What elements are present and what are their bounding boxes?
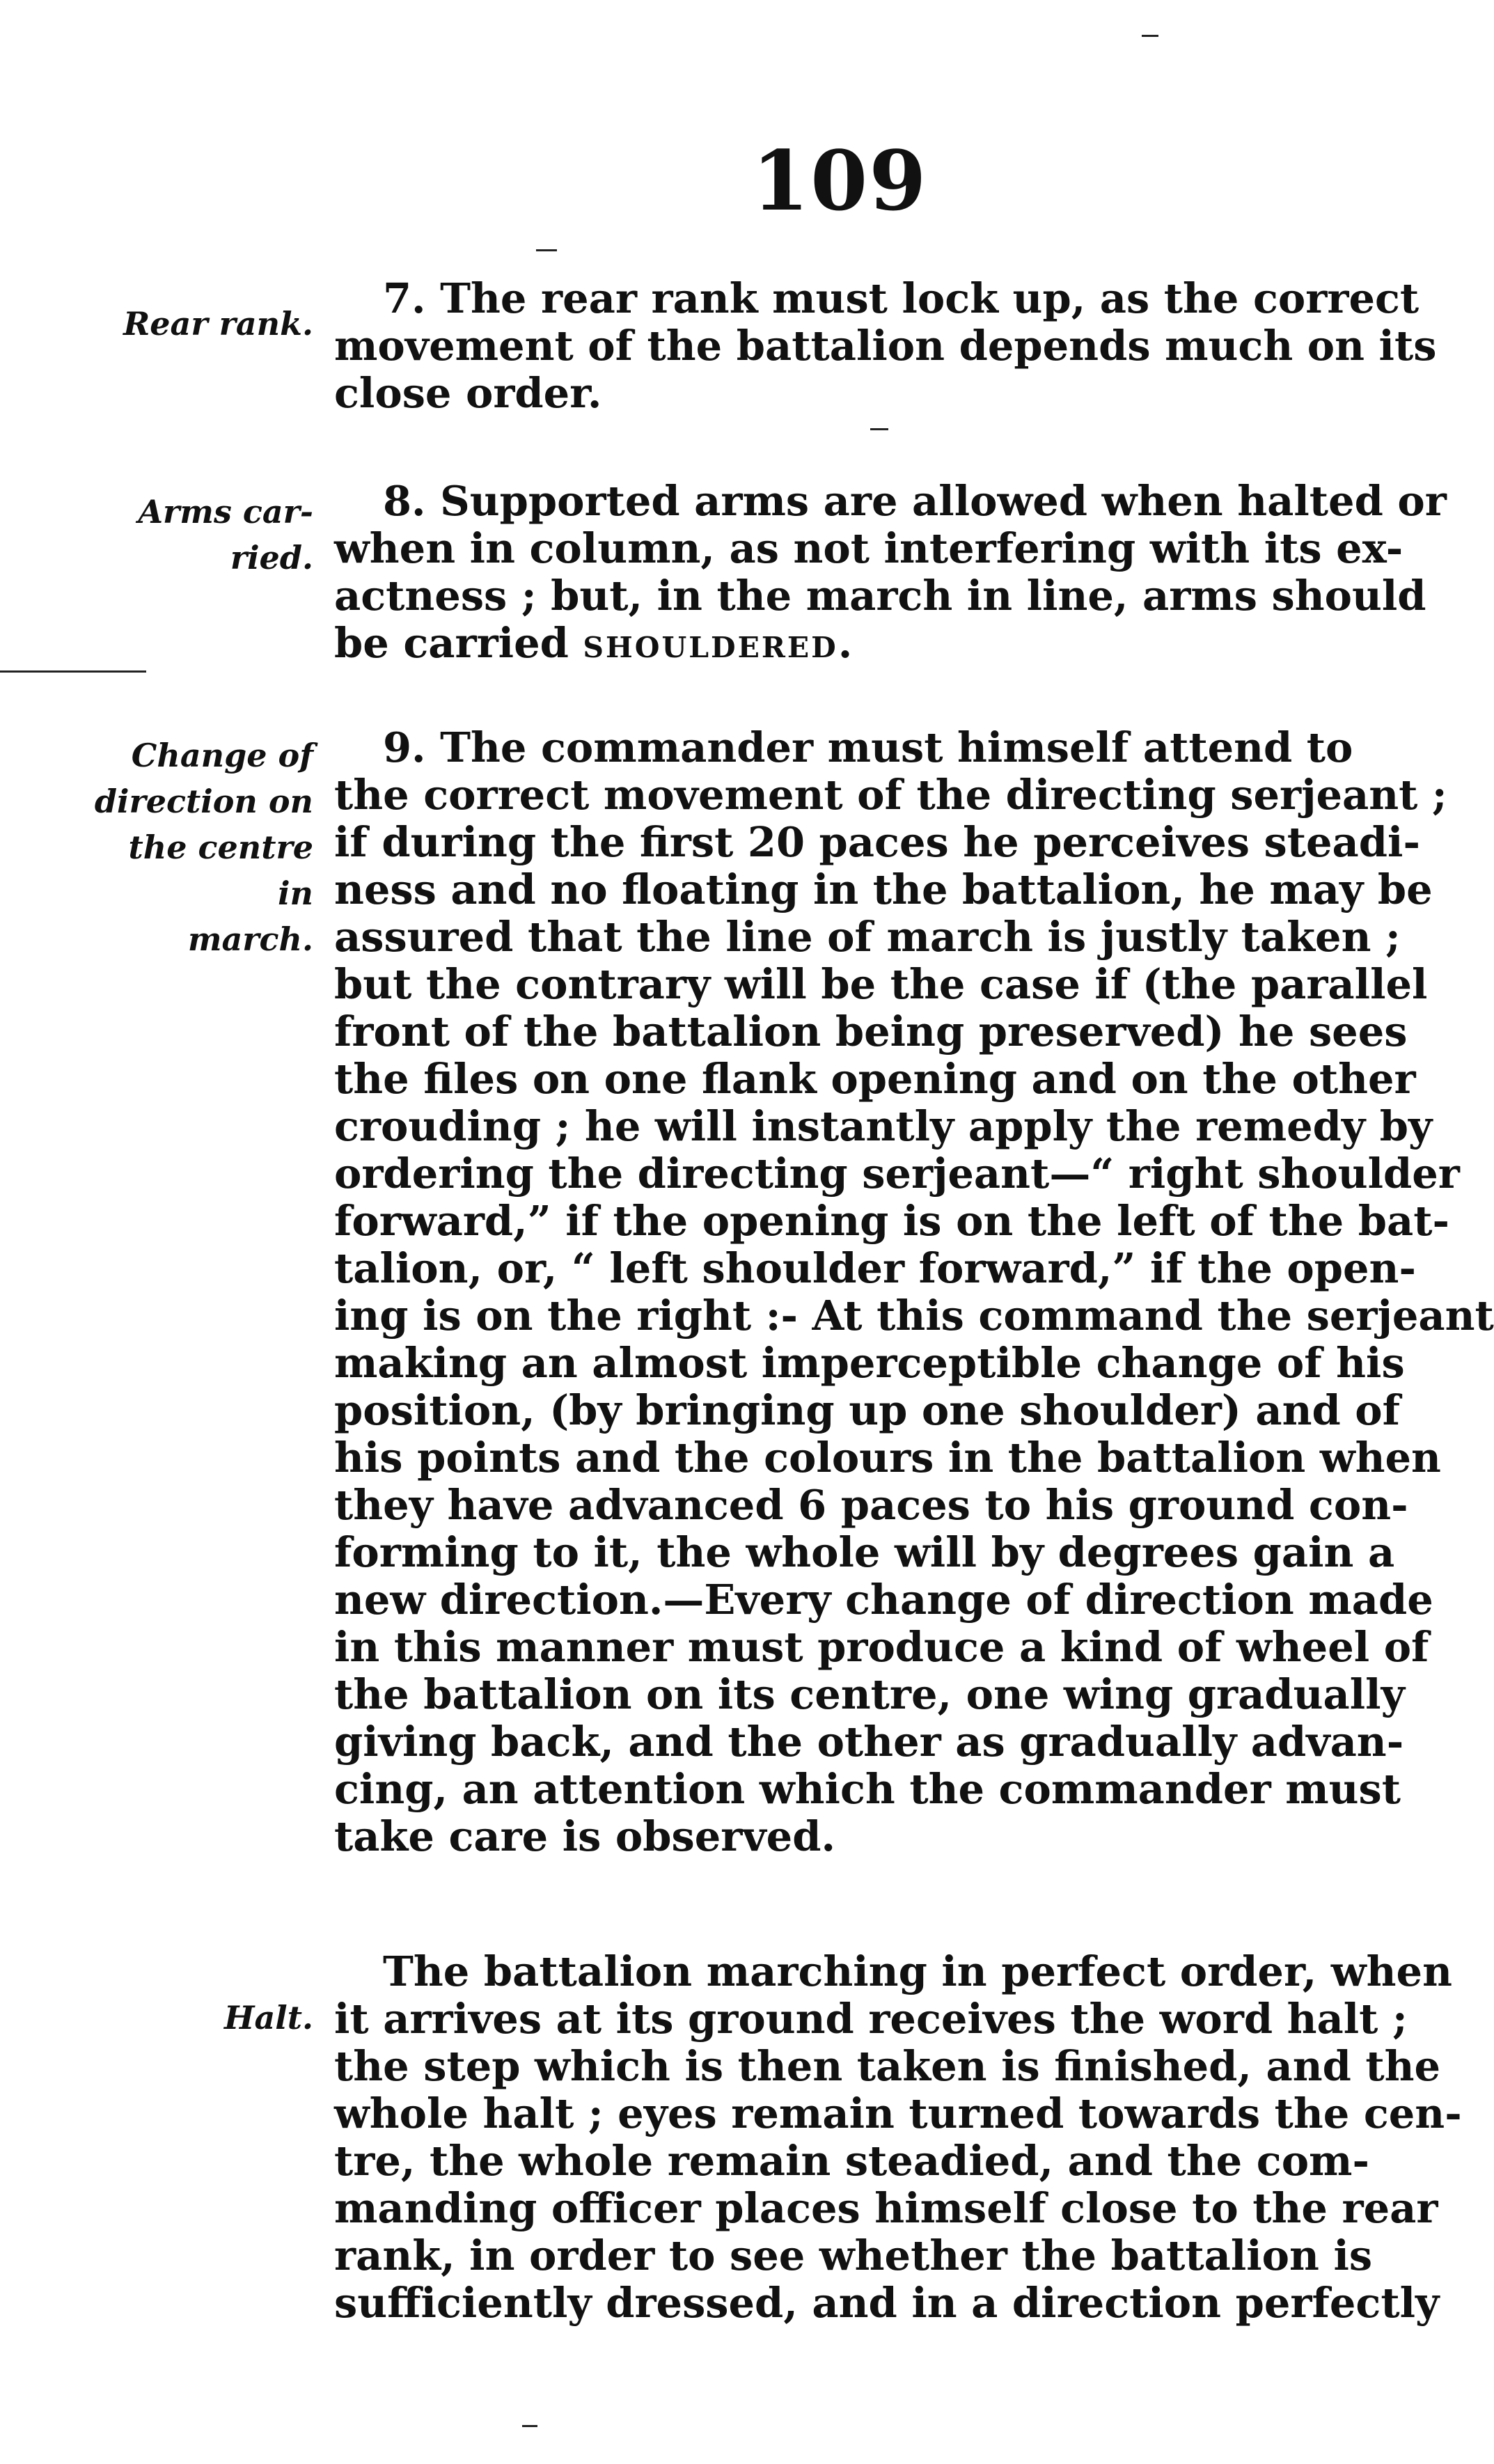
text-line xyxy=(334,620,1337,667)
text-line: actness ; but, in the march in line, arms should xyxy=(334,572,1426,620)
page-number: 109 xyxy=(752,132,928,229)
text-line: making an almost imperceptible change of his xyxy=(334,1339,1405,1387)
margin-note-rear-rank: Rear rank. xyxy=(123,305,313,343)
text-line: they have advanced 6 paces to his ground con- xyxy=(334,1481,1408,1529)
text-line: 8. Supported arms are allowed when halted or xyxy=(383,477,1447,525)
text-line: ing is on the right :- At this command the serjeant xyxy=(334,1292,1494,1340)
text-line: it arrives at its ground receives the word halt ; xyxy=(334,1995,1408,2043)
paragraph-9 xyxy=(334,723,1494,1860)
text-line: his points and the colours in the battalion when xyxy=(334,1434,1441,1482)
paragraph-7 xyxy=(334,274,1437,417)
margin-note-change-of-direction: Change of direction on the centre in march. xyxy=(94,737,313,958)
text-line: ness and no floating in the battalion, he may be xyxy=(334,865,1433,913)
text-line: 7. The rear rank must lock up, as the correct xyxy=(383,274,1420,322)
text-line: forward,” if the opening is on the left of the bat- xyxy=(334,1197,1449,1245)
scan-mark xyxy=(0,670,146,673)
margin-note-arms-carried: Arms car- ried. xyxy=(138,493,313,576)
paragraph-8 xyxy=(334,477,1447,667)
text-line: movement of the battalion depends much on its xyxy=(334,322,1437,370)
text-line: front of the battalion being preserved) he sees xyxy=(334,1007,1408,1056)
text-line: The battalion marching in perfect order, when xyxy=(383,1947,1452,1995)
text-line: new direction.—Every change of direction made xyxy=(334,1576,1433,1624)
scan-mark xyxy=(1142,35,1158,37)
text-line: talion, or, “ left shoulder forward,” if the open- xyxy=(334,1244,1416,1292)
text-line: cing, an attention which the commander must xyxy=(334,1765,1401,1813)
text-line: but the contrary will be the case if (the parallel xyxy=(334,960,1428,1008)
text-line: assured that the line of march is justly taken ; xyxy=(334,913,1401,961)
text-line: crouding ; he will instantly apply the remedy by xyxy=(334,1102,1433,1150)
text-line: the step which is then taken is finished, and the xyxy=(334,2042,1441,2090)
text-line: whole halt ; eyes remain turned towards the cen- xyxy=(334,2089,1462,2137)
text-line: rank, in order to see whether the battalion is xyxy=(334,2231,1373,2279)
text-line: if during the first 20 paces he perceives steadi- xyxy=(334,818,1420,866)
text-line: manding officer places himself close to the rear xyxy=(334,2184,1438,2232)
text-line: the correct movement of the directing serjeant ; xyxy=(334,771,1447,819)
text-line: ordering the directing serjeant—“ right shoulder xyxy=(334,1149,1460,1198)
text-line: sufficiently dressed, and in a direction perfectly xyxy=(334,2279,1440,2327)
text-line: forming to it, the whole will by degrees gain a xyxy=(334,1528,1395,1576)
text-line: in this manner must produce a kind of wheel of xyxy=(334,1623,1429,1671)
text-line: close order. xyxy=(334,369,602,417)
margin-note-halt: Halt. xyxy=(223,1999,313,2037)
scan-mark xyxy=(522,2425,537,2427)
emphasis-shouldered: shouldered. xyxy=(583,619,855,667)
scan-mark xyxy=(870,428,888,430)
text-line: giving back, and the other as gradually advan- xyxy=(334,1718,1404,1766)
text-line: when in column, as not interfering with its ex- xyxy=(334,524,1403,572)
text-fragment: be carried xyxy=(334,619,569,667)
text-line: 9. The commander must himself attend to xyxy=(383,723,1353,771)
text-line: take care is observed. xyxy=(334,1812,835,1860)
text-line: tre, the whole remain steadied, and the com- xyxy=(334,2137,1369,2185)
paragraph-halt xyxy=(334,1947,1462,2327)
text-line: position, (by bringing up one shoulder) and of xyxy=(334,1386,1401,1434)
text-line: the battalion on its centre, one wing gradually xyxy=(334,1670,1405,1718)
text-line: the files on one flank opening and on the other xyxy=(334,1055,1416,1103)
scan-mark xyxy=(536,249,557,251)
